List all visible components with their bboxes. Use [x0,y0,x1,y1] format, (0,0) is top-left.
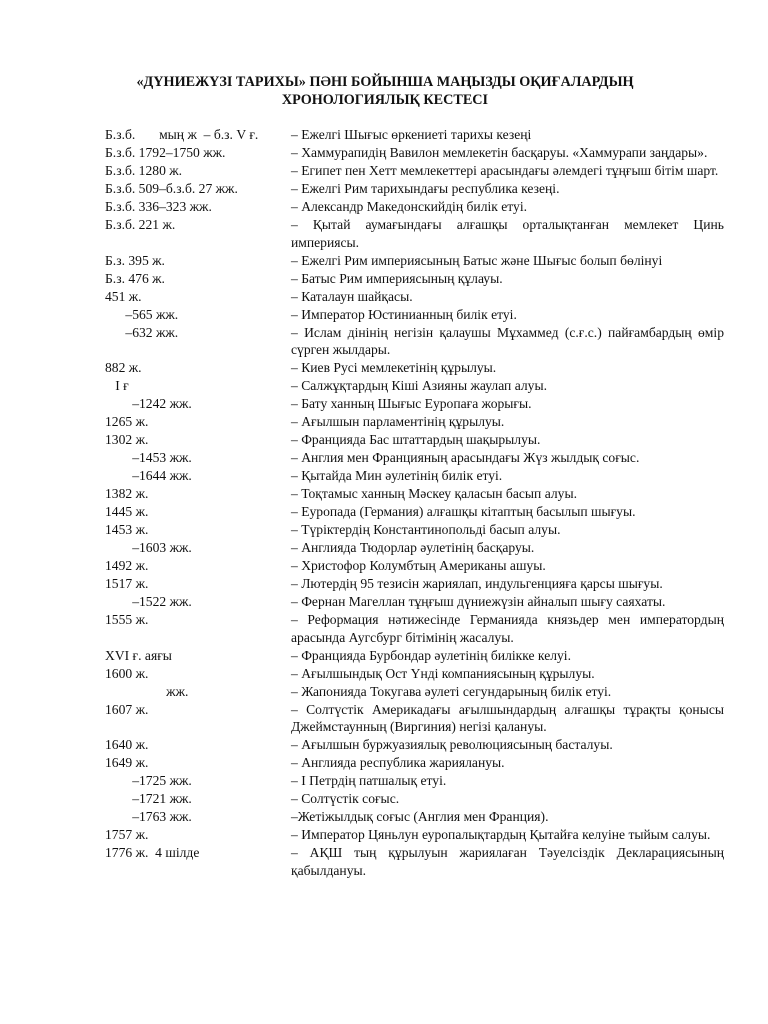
row-date: –1644 жж. [105,468,192,483]
table-row [105,665,724,683]
table-row [105,808,724,826]
row-event: – Солтүстік Америкадағы ағылшындардың алғашқы тұрақты қонысы Джеймстаунның (Виргиния) негізі қалануы. [291,701,724,734]
table-row [105,324,724,359]
row-event: – Тоқтамыс ханның Мәскеу қаласын басып алуы. [291,486,577,501]
row-date: 1555 ж. [105,612,149,627]
row-date: –1603 жж. [105,540,192,555]
table-row [105,503,724,521]
row-event: – Түріктердің Константинопольді басып алуы. [291,522,561,537]
chronology-table [105,126,724,880]
row-event: – Египет пен Хетт мемлекеттері арасындағы әлемдегі тұңғыш бітім шарт. [291,163,719,178]
table-row [105,521,724,539]
table-row [105,647,724,665]
row-date: –1725 жж. [105,773,192,788]
row-event: – Ағылшындық Ост Үнді компаниясының құрылуы. [291,665,595,681]
table-row [105,790,724,808]
row-event: – АҚШ тың құрылуын жариялаған Тәуелсіздік Декларациясының қабылдануы. [291,845,724,878]
row-date: 1757 ж. [105,827,149,842]
row-event: – Бату ханның Шығыс Еуропаға жорығы. [291,396,532,411]
row-event: – Қытай аумағындағы алғашқы орталықтанған мемлекет Цинь империясы. [291,217,724,250]
row-date: 1492 ж. [105,558,149,573]
row-date: –1242 жж. [105,396,192,411]
row-event: – Христофор Колумбтың Американы ашуы. [291,558,546,573]
table-row [105,736,724,754]
row-event: – Францияда Бурбондар әулетінің билікке келуі. [291,647,571,663]
row-date: Б.з.б. 336–323 жж. [105,199,212,214]
table-row [105,449,724,467]
row-event: – Англияда республика жариялануы. [291,755,505,770]
row-event: – Ежелгі Рим империясының Батыс және Шығыс болып бөлінуі [291,252,663,268]
table-row [105,754,724,772]
page-title [60,74,710,109]
row-event: – Император Цяньлун еуропалықтардың Қытайға келуіне тыйым салуы. [291,827,711,842]
row-date: 1382 ж. [105,486,149,501]
row-event: – Реформация нәтижесінде Германияда князьдер мен императордың арасында Аугсбург бітімінің жасалуы. [291,612,724,645]
table-row [105,844,724,879]
table-row [105,467,724,485]
row-date: XVI ғ. аяғы [105,647,172,663]
table-row [105,539,724,557]
table-row [105,557,724,575]
table-row [105,683,724,701]
row-event: – Жапонияда Токугава әулеті сегундарының билік етуі. [291,683,612,699]
row-event: – Ежелгі Шығыс өркениеті тарихы кезеңі [291,127,532,142]
row-event: – Киев Русі мемлекетінің құрылуы. [291,360,497,375]
row-event: – Александр Македонскийдің билік етуі. [291,199,528,214]
table-row [105,180,724,198]
table-row [105,701,724,736]
row-date: Б.з.б. 1792–1750 жж. [105,145,226,160]
row-event: – Ағылшын буржуазиялық революциясының басталуы. [291,737,613,752]
table-row [105,826,724,844]
row-event: – Англия мен Францияның арасындағы Жүз жылдық соғыс. [291,450,640,465]
row-date: 1776 ж. 4 шілде [105,845,200,860]
row-date: 882 ж. [105,360,142,375]
row-date: Б.з.б. 509–б.з.б. 27 жж. [105,181,238,196]
table-row [105,413,724,431]
row-date: жж. [105,683,189,699]
row-date: 1517 ж. [105,576,149,591]
row-date: –1763 жж. [105,809,192,824]
table-row [105,593,724,611]
table-row [105,395,724,413]
row-event: – Еуропада (Германия) алғашқы кітаптың басылып шығуы. [291,504,636,519]
row-event: – Солтүстік соғыс. [291,791,400,806]
row-date: –1453 жж. [105,450,192,465]
row-date: Б.з.б. 221 ж. [105,217,176,232]
table-row [105,377,724,395]
row-date: Б.з. 476 ж. [105,270,165,286]
row-date: 1607 ж. [105,701,149,717]
table-row [105,772,724,790]
row-date: –632 жж. [105,324,179,340]
table-row [105,216,724,251]
title-line-1: «ДҮНИЕЖҮЗІ ТАРИХЫ» ПӘНІ БОЙЫНША МАҢЫЗДЫ ОҚИҒАЛАРДЫҢ [136,74,634,90]
row-date: 1649 ж. [105,755,149,770]
row-event: – Каталаун шайқасы. [291,288,413,304]
table-row [105,288,724,306]
row-event: – Францияда Бас штаттардың шақырылуы. [291,432,541,447]
row-event: – Ағылшын парламентінің құрылуы. [291,414,505,429]
row-date: Б.з.б. 1280 ж. [105,163,183,178]
row-event: – Фернан Магеллан тұңғыш дүниежүзін айналып шығу саяхаты. [291,594,666,609]
table-row [105,359,724,377]
row-event: – Батыс Рим империясының құлауы. [291,270,503,286]
row-date: 1265 ж. [105,414,149,429]
row-date: 451 ж. [105,288,142,304]
row-date: 1640 ж. [105,737,149,752]
table-row [105,198,724,216]
row-event: – Ежелгі Рим тарихындағы республика кезеңі. [291,181,560,196]
table-row [105,611,724,646]
row-date: Б.з. 395 ж. [105,252,165,268]
row-event: –Жетіжылдық соғыс (Англия мен Франция). [291,809,549,824]
row-date: –1721 жж. [105,791,192,806]
row-event: – Салжұқтардың Кіші Азияны жаулап алуы. [291,378,547,393]
row-event: – Ислам дінінің негізін қалаушы Мұхаммед (с.ғ.с.) пайғамбардың өмір сүрген жылдары. [291,324,724,357]
table-row [105,144,724,162]
row-date: 1445 ж. [105,504,149,519]
row-date: –565 жж. [105,306,179,322]
row-event: – Англияда Тюдорлар әулетінің басқаруы. [291,540,535,555]
table-row [105,485,724,503]
row-date: 1302 ж. [105,432,149,447]
row-date: Б.з.б. мың ж – б.з. V ғ. [105,127,259,142]
row-event: – Хаммурапидің Вавилон мемлекетін басқаруы. «Хаммурапи заңдары». [291,145,708,160]
table-row [105,252,724,270]
table-row [105,162,724,180]
table-row [105,431,724,449]
table-row [105,126,724,144]
table-row [105,306,724,324]
row-event: – Қытайда Мин әулетінің билік етуі. [291,468,503,483]
title-line-2: ХРОНОЛОГИЯЛЫҚ КЕСТЕСІ [281,91,489,108]
row-event: – I Петрдің патшалық етуі. [291,773,447,788]
table-row [105,575,724,593]
row-event: – Император Юстинианның билік етуі. [291,306,517,322]
row-date: I ғ [105,378,129,393]
row-date: –1522 жж. [105,594,192,609]
row-date: 1453 ж. [105,522,149,537]
table-row [105,270,724,288]
row-date: 1600 ж. [105,665,149,681]
row-event: – Лютердің 95 тезисін жариялап, индульгенцияға қарсы шығуы. [291,576,663,591]
